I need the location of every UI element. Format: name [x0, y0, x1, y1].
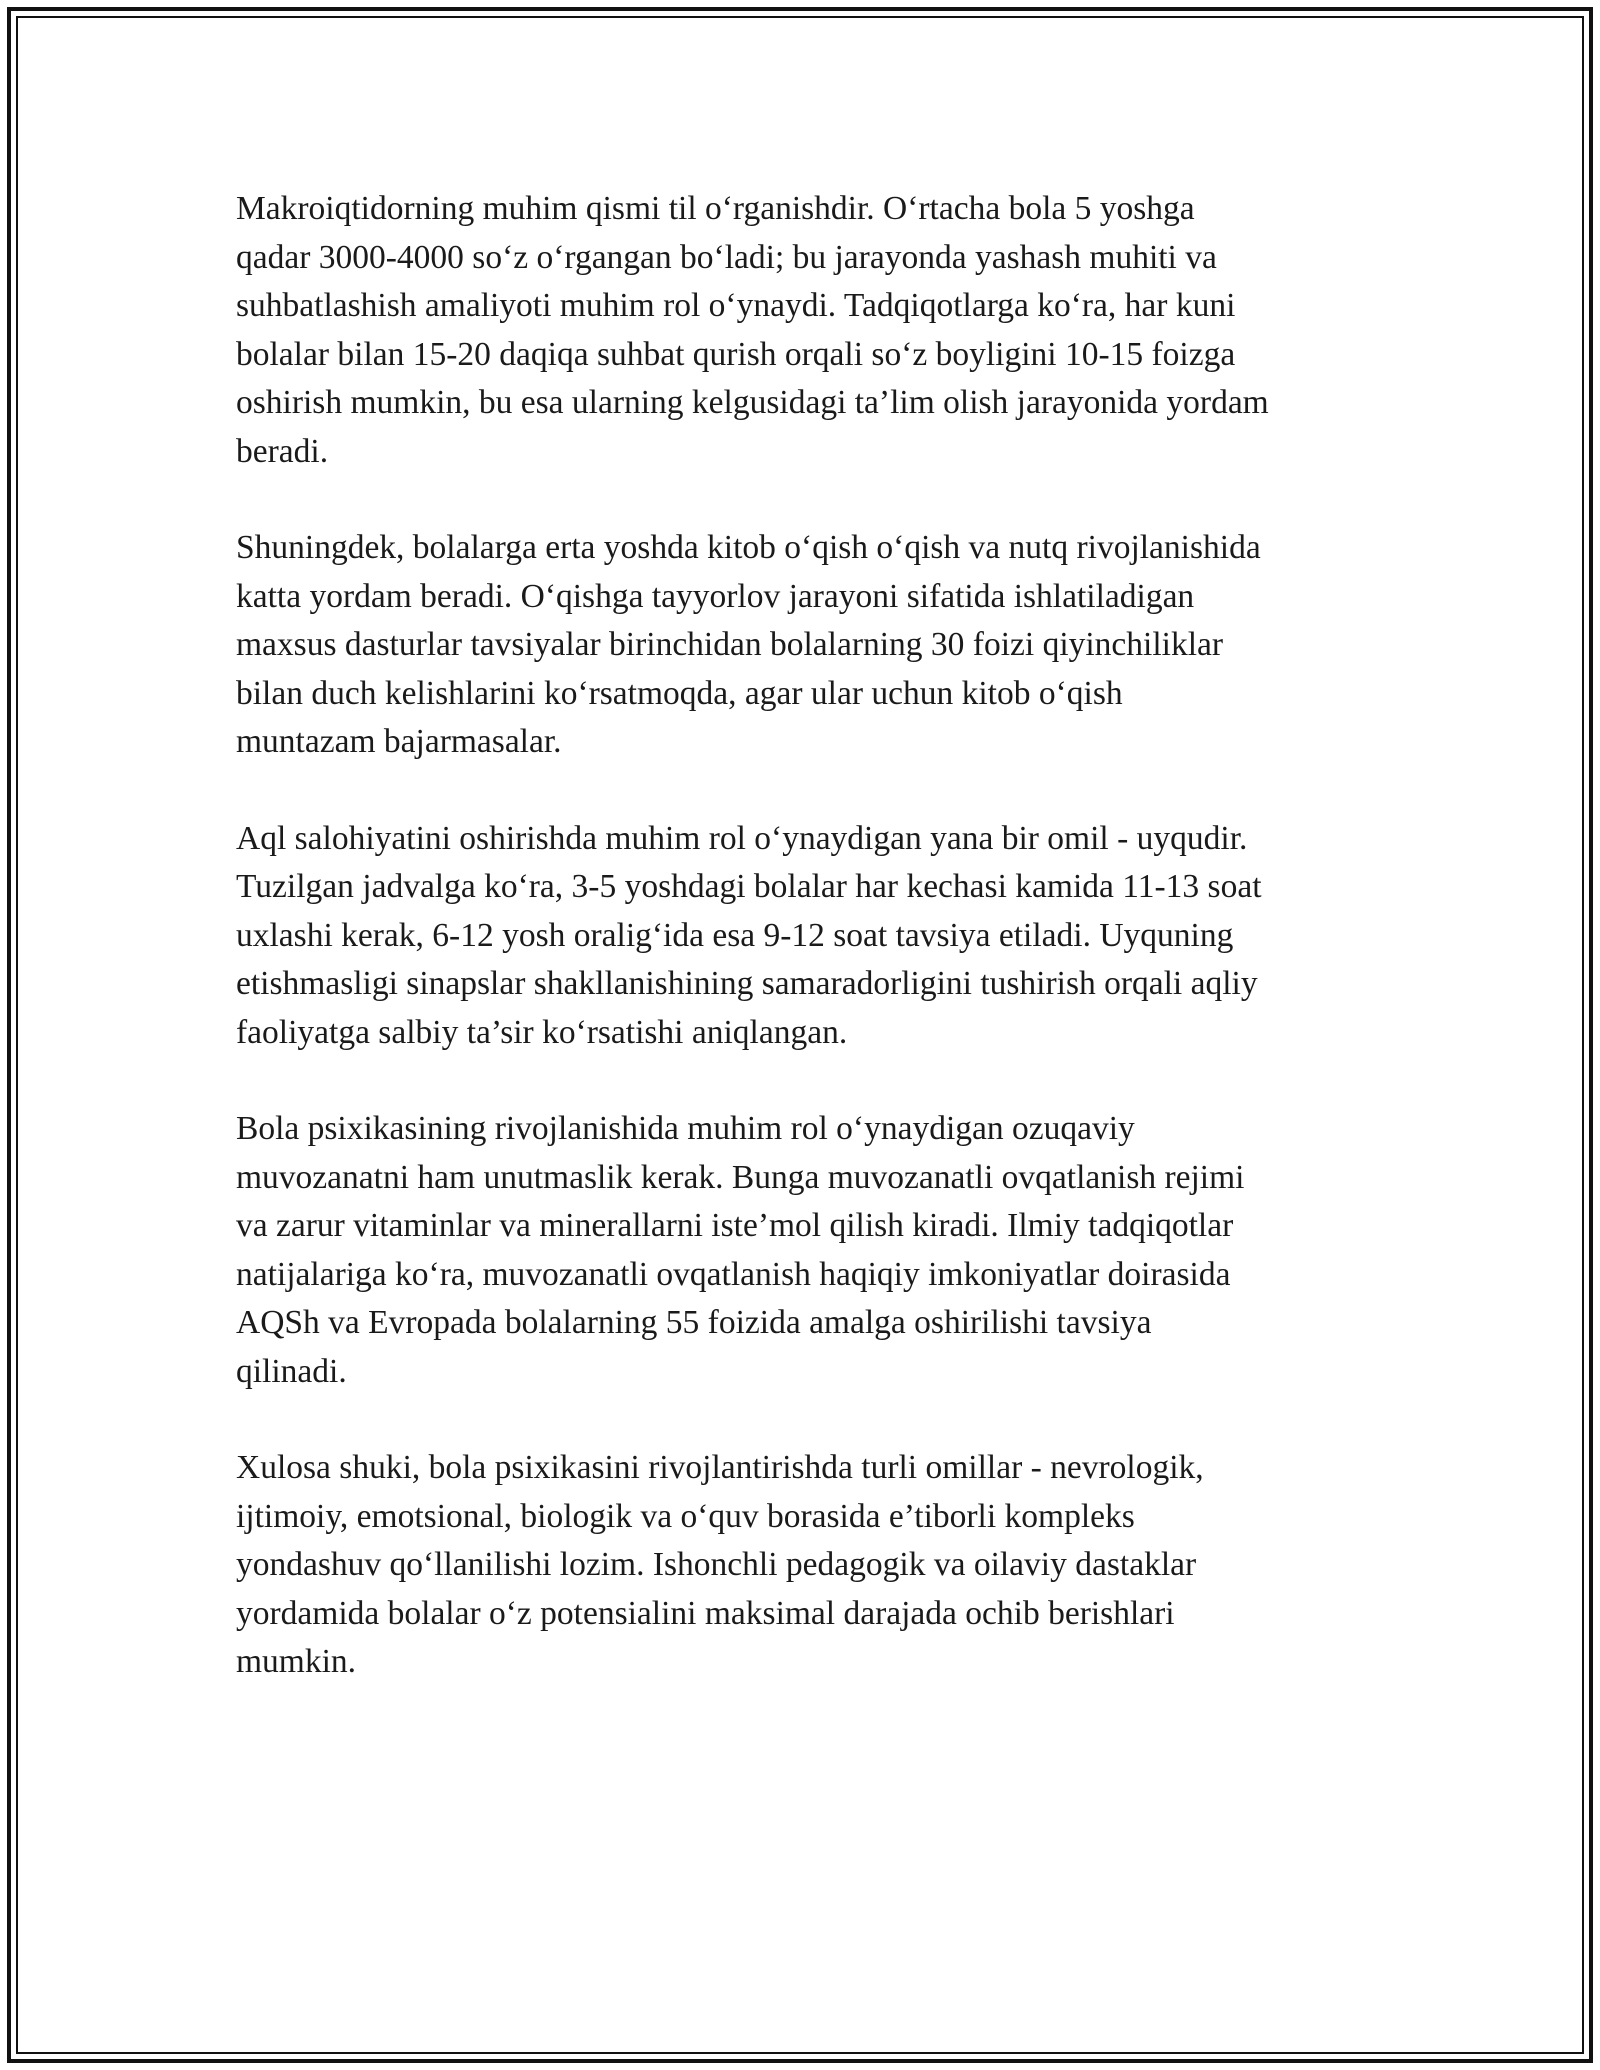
paragraph-early-reading — [236, 524, 1396, 767]
text-line: qilinadi. — [236, 1352, 347, 1390]
text-line: yondashuv qo‘llanilishi lozim. Ishonchli pedagogik va oilaviy dastaklar — [236, 1546, 1197, 1583]
paragraph-nutrition — [236, 1105, 1396, 1396]
text-line: maxsus dasturlar tavsiyalar birinchidan bolalarning 30 foizi qiyinchiliklar — [236, 626, 1224, 663]
text-line: beradi. — [236, 432, 329, 470]
text-line: Aql salohiyatini oshirishda muhim rol o‘ynaydigan yana bir omil - uyqudir. — [236, 819, 1248, 857]
text-line: katta yordam beradi. O‘qishga tayyorlov jarayoni sifatida ishlatiladigan — [236, 577, 1195, 615]
text-line: va zarur vitaminlar va minerallarni iste’mol qilish kiradi. Ilmiy tadqiqotlar — [236, 1207, 1234, 1244]
text-line: yordamida bolalar o‘z potensialini maksimal darajada ochib berishlari — [236, 1594, 1175, 1632]
text-line: bilan duch kelishlarini ko‘rsatmoqda, agar ular uchun kitob o‘qish — [236, 674, 1123, 712]
text-line: ijtimoiy, emotsional, biologik va o‘quv borasida e’tiborli kompleks — [236, 1497, 1135, 1535]
text-line: muntazam bajarmasalar. — [236, 723, 562, 760]
text-line: qadar 3000-4000 so‘z o‘rgangan bo‘ladi; bu jarayonda yashash muhiti va — [236, 238, 1217, 276]
text-line: Shuningdek, bolalarga erta yoshda kitob o‘qish o‘qish va nutq rivojlanishida — [236, 529, 1261, 566]
text-line: Makroiqtidorning muhim qismi til o‘rganishdir. O‘rtacha bola 5 yoshga — [236, 190, 1195, 227]
text-line: uxlashi kerak, 6-12 yosh oralig‘ida esa 9-12 soat tavsiya etiladi. Uyquning — [236, 916, 1234, 954]
paragraph-language-learning — [236, 185, 1396, 476]
text-line: mumkin. — [236, 1643, 357, 1680]
text-line: suhbatlashish amaliyoti muhim rol o‘ynaydi. Tadqiqotlarga ko‘ra, har kuni — [236, 287, 1236, 324]
text-line: muvozanatni ham unutmaslik kerak. Bunga muvozanatli ovqatlanish rejimi — [236, 1158, 1245, 1196]
text-line: faoliyatga salbiy ta’sir ko‘rsatishi aniqlangan. — [236, 1013, 848, 1051]
text-line: Xulosa shuki, bola psixikasini rivojlantirishda turli omillar - nevrologik, — [236, 1449, 1204, 1486]
paragraph-conclusion — [236, 1444, 1396, 1687]
text-line: bolalar bilan 15-20 daqiqa suhbat qurish orqali so‘z boyligini 10-15 foizga — [236, 335, 1236, 373]
text-line: natijalariga ko‘ra, muvozanatli ovqatlanish haqiqiy imkoniyatlar doirasida — [236, 1255, 1231, 1293]
document-body — [236, 185, 1396, 1735]
text-line: etishmasligi sinapslar shakllanishining samaradorligini tushirish orqali aqliy — [236, 965, 1258, 1002]
text-line: oshirish mumkin, bu esa ularning kelgusidagi ta’lim olish jarayonida yordam — [236, 384, 1269, 421]
paragraph-sleep — [236, 815, 1396, 1058]
text-line: AQSh va Evropada bolalarning 55 foizida amalga oshirilishi tavsiya — [236, 1304, 1152, 1341]
text-line: Tuzilgan jadvalga ko‘ra, 3-5 yoshdagi bolalar har kechasi kamida 11-13 soat — [236, 868, 1262, 905]
text-line: Bola psixikasining rivojlanishida muhim rol o‘ynaydigan ozuqaviy — [236, 1110, 1135, 1147]
